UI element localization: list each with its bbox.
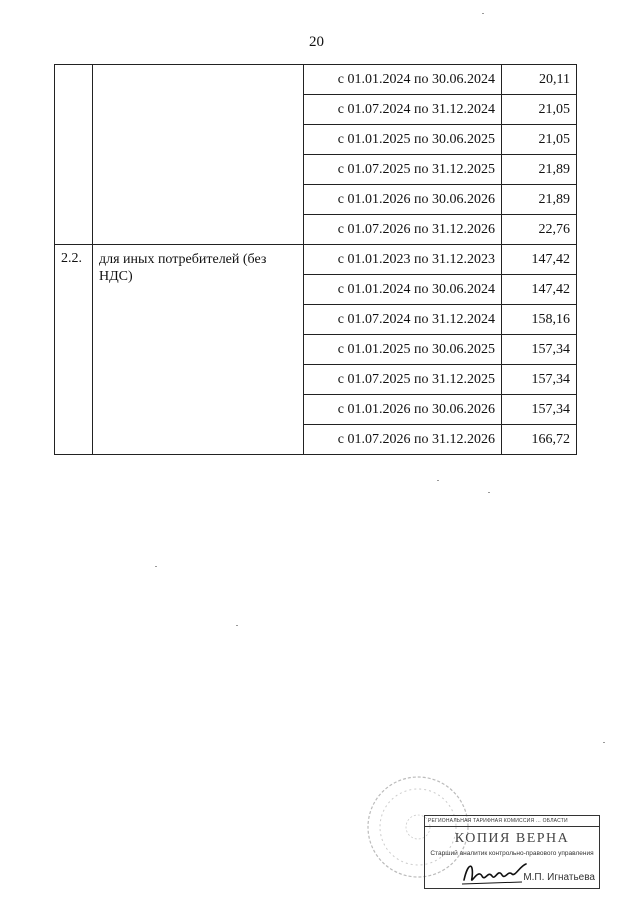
tariff-value-cell: 22,76 — [502, 215, 577, 245]
scan-speck — [482, 13, 484, 14]
tariff-value-cell: 157,34 — [502, 365, 577, 395]
period-cell: с 01.07.2026 по 31.12.2026 — [304, 425, 502, 455]
period-cell: с 01.01.2025 по 30.06.2025 — [304, 125, 502, 155]
scan-speck — [488, 492, 490, 493]
tariff-value-cell: 21,05 — [502, 125, 577, 155]
page-number: 20 — [309, 34, 324, 50]
tariff-value-cell: 158,16 — [502, 305, 577, 335]
table-row — [55, 65, 577, 95]
stamp-signatory-name: М.П. Игнатьева — [523, 872, 595, 883]
scan-speck — [437, 480, 439, 481]
tariff-value-cell: 157,34 — [502, 395, 577, 425]
tariff-value-cell: 21,89 — [502, 185, 577, 215]
period-cell: с 01.07.2024 по 31.12.2024 — [304, 95, 502, 125]
tariff-value-cell: 20,11 — [502, 65, 577, 95]
consumer-cell — [93, 65, 304, 245]
stamp-position: Старший аналитик контрольно-правового управления — [430, 850, 594, 857]
stamp-title: КОПИЯ ВЕРНА — [454, 831, 570, 846]
handwritten-signature — [460, 856, 530, 890]
row-number-cell: 2.2. — [55, 245, 93, 455]
scan-speck — [155, 566, 157, 567]
tariff-value-cell: 147,42 — [502, 245, 577, 275]
period-cell: с 01.01.2025 по 30.06.2025 — [304, 335, 502, 365]
stamp-organization: РЕГИОНАЛЬНАЯ ТАРИФНАЯ КОМИССИЯ … ОБЛАСТИ — [425, 816, 599, 827]
scan-speck — [603, 742, 605, 743]
tariff-table — [54, 64, 577, 455]
period-cell: с 01.01.2023 по 31.12.2023 — [304, 245, 502, 275]
table-row — [55, 245, 577, 275]
period-cell: с 01.07.2026 по 31.12.2026 — [304, 215, 502, 245]
tariff-value-cell: 21,89 — [502, 155, 577, 185]
period-cell: с 01.01.2026 по 30.06.2026 — [304, 185, 502, 215]
tariff-value-cell: 157,34 — [502, 335, 577, 365]
scan-speck — [236, 625, 238, 626]
tariff-value-cell: 147,42 — [502, 275, 577, 305]
consumer-cell: для иных потребителей (без НДС) — [93, 245, 304, 455]
period-cell: с 01.01.2024 по 30.06.2024 — [304, 65, 502, 95]
period-cell: с 01.01.2024 по 30.06.2024 — [304, 275, 502, 305]
period-cell: с 01.07.2025 по 31.12.2025 — [304, 155, 502, 185]
tariff-value-cell: 21,05 — [502, 95, 577, 125]
row-number-cell — [55, 65, 93, 245]
tariff-value-cell: 166,72 — [502, 425, 577, 455]
period-cell: с 01.01.2026 по 30.06.2026 — [304, 395, 502, 425]
period-cell: с 01.07.2024 по 31.12.2024 — [304, 305, 502, 335]
period-cell: с 01.07.2025 по 31.12.2025 — [304, 365, 502, 395]
